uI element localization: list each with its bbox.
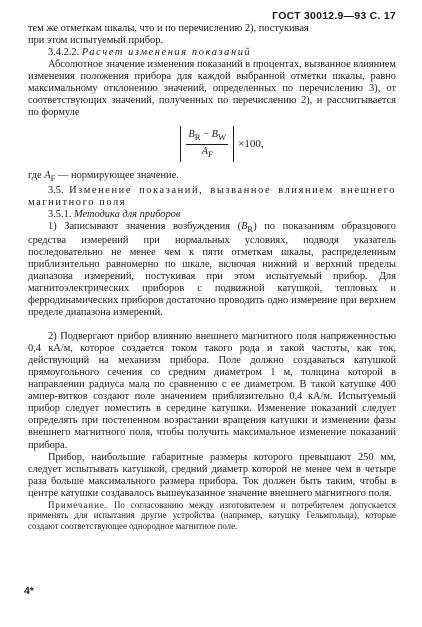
formula-multiplier: ×100, <box>238 138 264 151</box>
section-3-5-1-heading <box>28 209 396 221</box>
section-3-5-heading <box>28 185 396 209</box>
fraction-numerator: $B_R - B_W$ <box>186 129 228 145</box>
note <box>28 500 396 532</box>
paragraph-2: 2) Подвергают прибор влиянию внешнего магнитного поля напряженностью 0,4 кА/м, которое создается током такого рода и такой частоты, как ток, действующий на механизм прибора. Поле должно создаваться катушкой прямоугольного сечения со средним диаметром 1 м, толщина которой в направлении радиуса мала по сравнению с ее диаметром. В такой катушке 400 ампер-витков создают поле значением приблизительно 0,4 кА/м. Испытуемый прибор следует поместить в середине катушки. Изменение показаний следует определять при постепенном возрастании вращения катушки и изменении фазы внешнего магнитного поля, чтобы получить максимальное изменение показаний прибора. <box>28 331 396 451</box>
fraction <box>186 129 228 160</box>
paragraph-3: Прибор, наибольшие габаритные размеры которого превышают 250 мм, следует испытывать катушкой, средний диаметр которой не менее чем в четыре раза больше максимального размера прибора. Ток должен быть таким, чтобы в центре катушки создавалось вышеуказанное значение внешнего магнитного поля. <box>28 451 396 499</box>
note-label: Примечание. <box>48 499 108 510</box>
paragraph-1: 1) Записывают значения возбуждения $(B_R)$ по показаниям образцового средства измерений при нормальных условиях, подводя указатель последовательно не менее чем к пяти отметкам шкалы, распределенным приблизительно равномерно по шкале, включая нижний и верхний пределы диапазона измерений, постукивая при этом испытуемый прибор. Для магнитоэлектрических приборов с подвижной катушкой, тепловых и ферродинамических приборов достаточно проводить одно измерение при верхнем пределе диапазона измерений. <box>28 220 397 319</box>
fraction-denominator: $A_F$ <box>201 145 213 159</box>
formula-legend: где $A_F$ — нормирующее значение. <box>28 170 179 184</box>
section-number: 3.5. <box>48 184 64 196</box>
section-title: Расчет изменения показаний <box>81 47 252 59</box>
section-3-4-2-2-text: Абсолютное значение изменения показаний в процентах, вызванное влиянием изменения положения прибора для каждой выбранной отметки шкалы, равно максимальному отклонению значений, определенных по перечислению 3), от соответствующих значений, полученных по перечислению 2), и рассчитывается по формуле <box>28 59 396 119</box>
page-number: 4* <box>24 586 34 597</box>
text-line: тем же отметкам шкалы, что и по перечислению 2), постукивая <box>28 23 309 34</box>
page-header: ГОСТ 30012.9—93 С. 17 <box>272 11 396 22</box>
section-number: 3.4.2.2. <box>48 47 80 59</box>
text-line: при этом испытуемый прибор. <box>28 35 164 47</box>
section-number: 3.5.1. <box>48 208 72 220</box>
note-text: По согласованию между изготовителем и потребителем допускается применять для испытания другие устройства (например, катушку Гельмгольца), которые создают соответствующее однородное магнитное поле. <box>28 499 396 531</box>
section-title: Методика для приборов <box>74 208 181 220</box>
formula <box>48 121 396 167</box>
absolute-value <box>180 126 234 162</box>
document-body <box>28 23 396 532</box>
section-3-4-2-2-heading <box>28 47 396 59</box>
section-title: Изменение показаний, вызванное влиянием внешнего магнитного поля <box>28 184 396 208</box>
